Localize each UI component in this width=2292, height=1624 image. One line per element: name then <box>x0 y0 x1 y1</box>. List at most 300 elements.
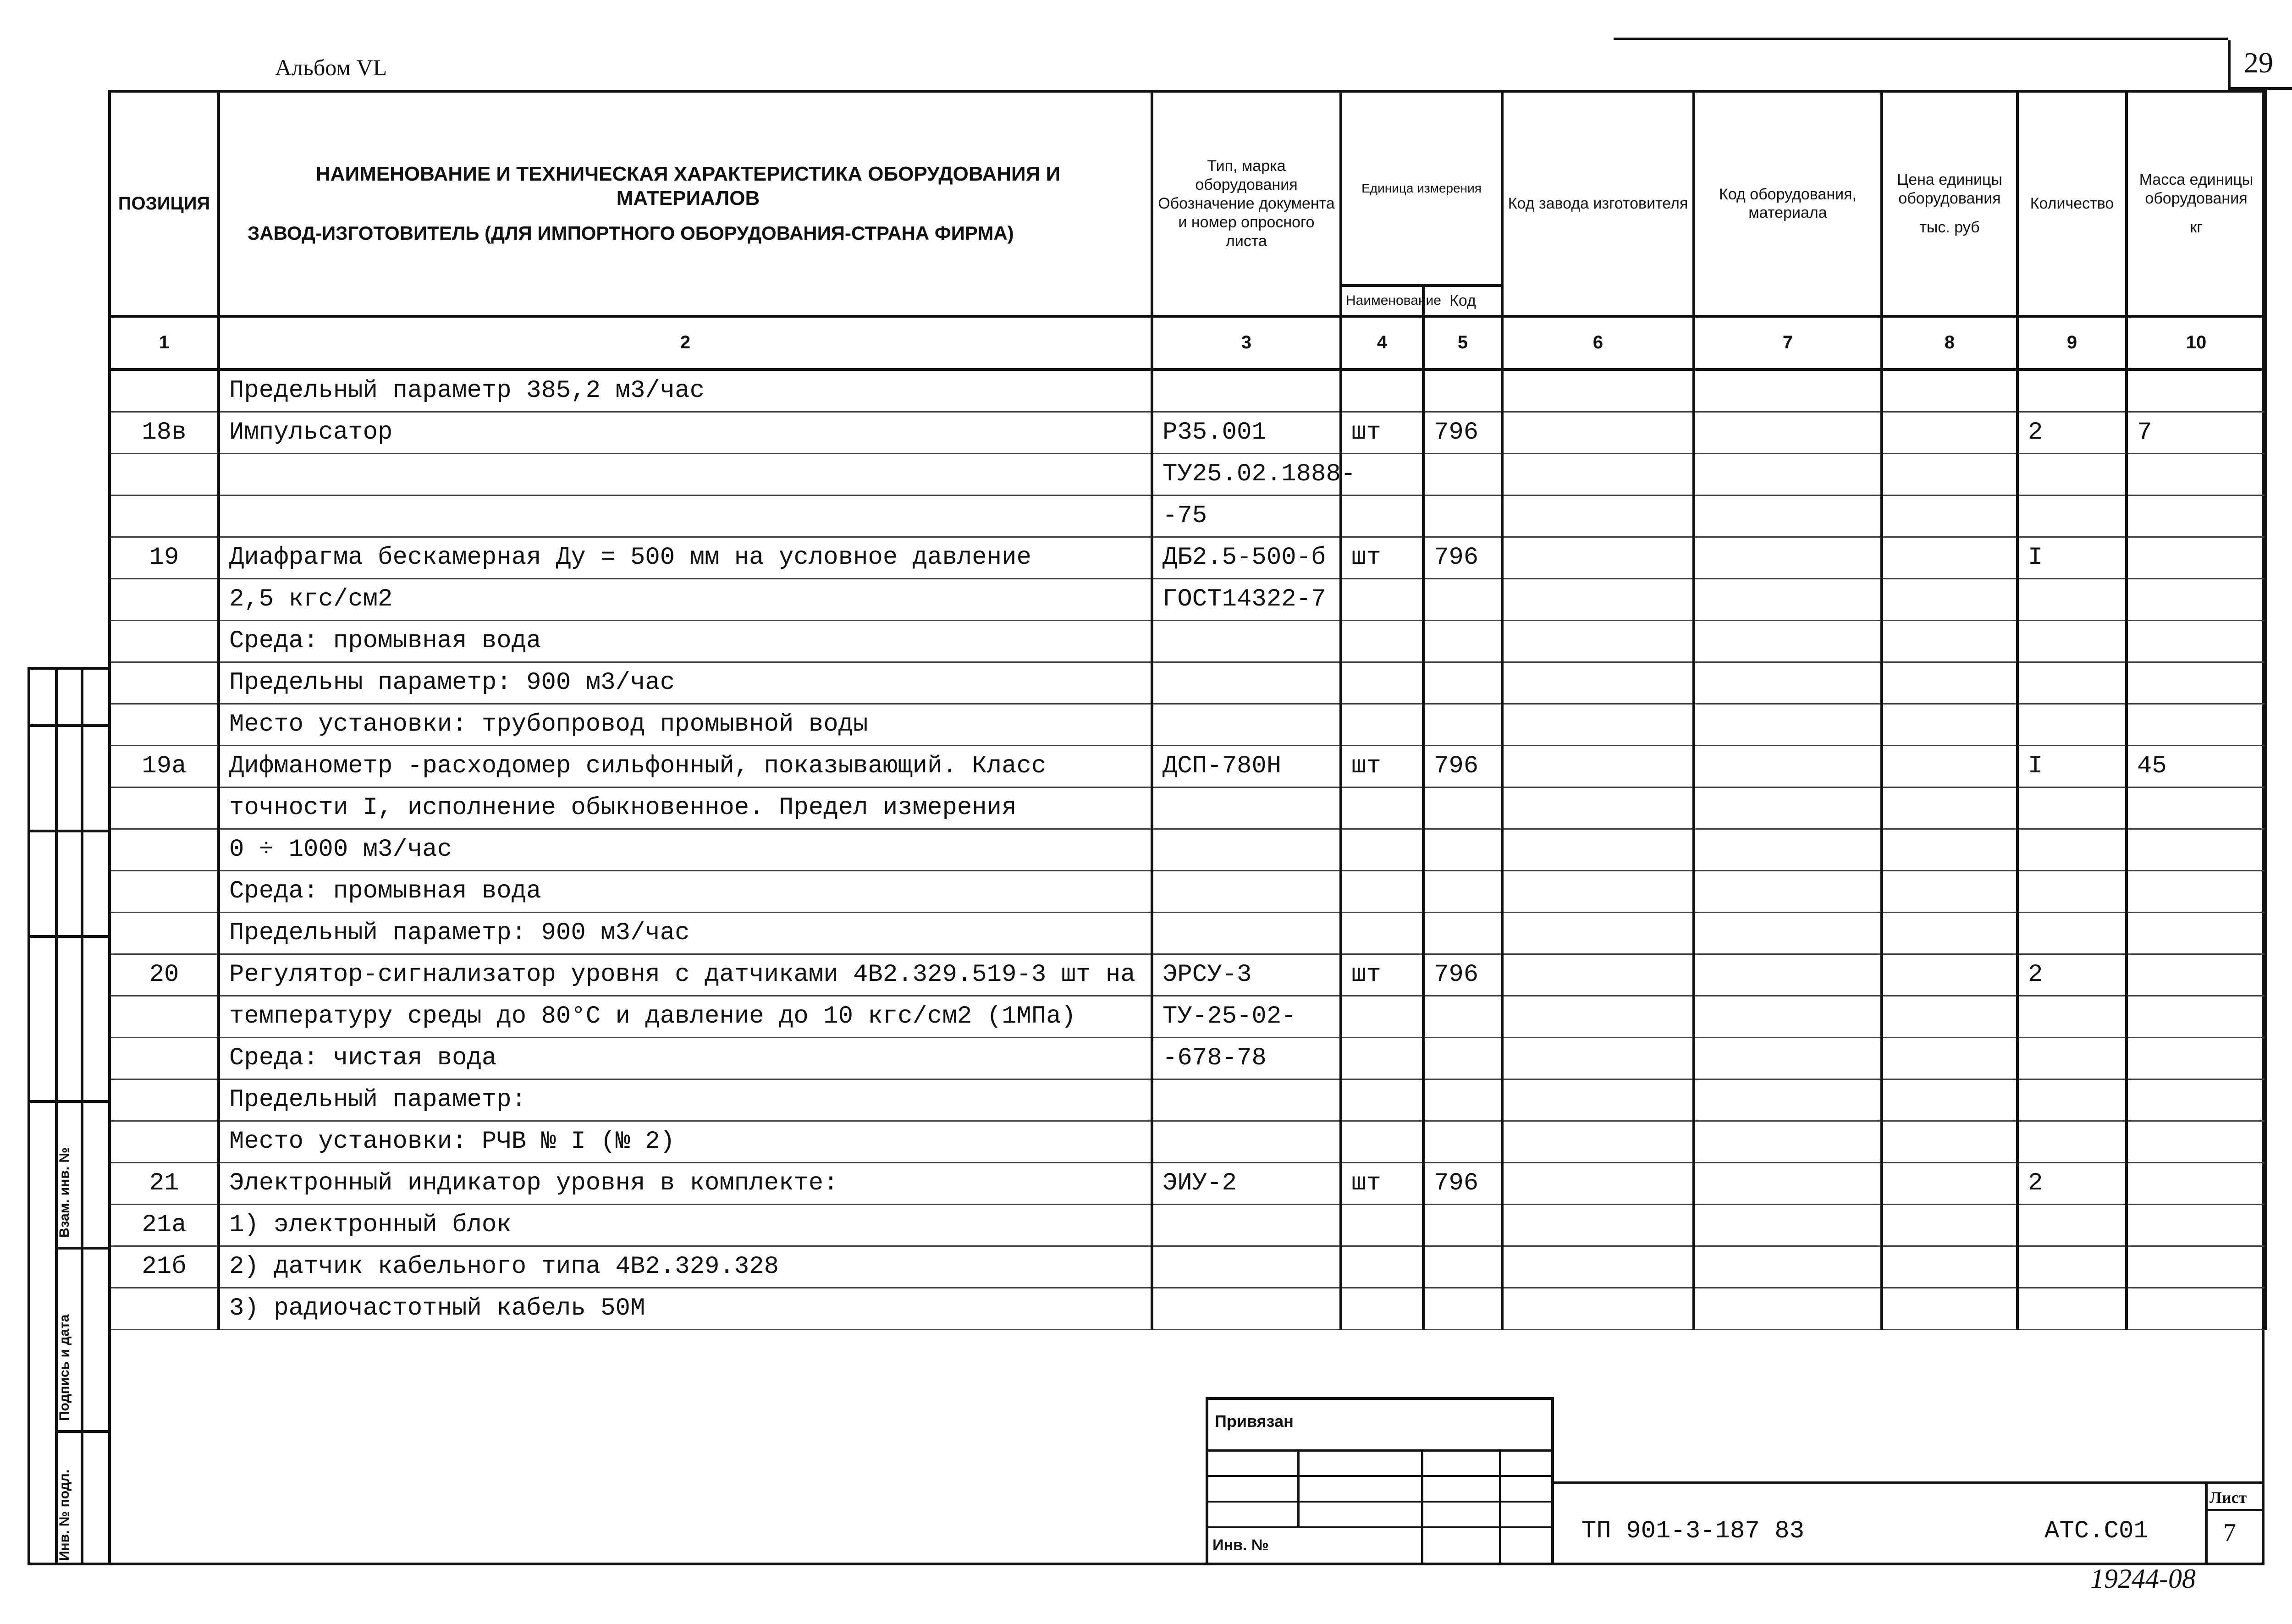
row-name: Место установки: трубопровод промывной воды <box>219 704 1152 745</box>
row-name: температуру среды до 80°С и давление до 10 кгс/см2 (1МПа) <box>219 996 1152 1037</box>
header-quantity: Количество <box>2017 91 2127 316</box>
strip-divider <box>28 1100 108 1103</box>
row-name: точности I, исполнение обыкновенное. Предел измерения <box>219 787 1152 829</box>
strip-divider <box>55 1430 108 1433</box>
title-block-line <box>1206 1449 1554 1452</box>
table-header-row <box>110 91 2266 286</box>
header-mass-unit: кг <box>2190 218 2203 236</box>
row-equipment-code <box>1694 870 1882 912</box>
table-row <box>110 662 2266 704</box>
row-factory-code <box>1502 1121 1694 1162</box>
row-type: -75 <box>1152 495 1341 537</box>
row-type: ТУ25.02.1888- <box>1152 453 1341 495</box>
row-type <box>1152 1246 1341 1288</box>
row-name: Дифманометр -расходомер сильфонный, показывающий. Класс <box>219 745 1152 787</box>
title-block-line <box>1499 1449 1501 1565</box>
row-price <box>1882 578 2017 620</box>
title-block-line <box>1421 1449 1423 1565</box>
row-unit <box>1341 1079 1423 1121</box>
row-price <box>1882 787 2017 829</box>
specification-table <box>108 90 2267 1330</box>
strip-divider <box>28 830 108 832</box>
row-name: Предельный параметр: 900 м3/час <box>219 912 1152 954</box>
row-unit-code <box>1423 787 1502 829</box>
row-position <box>110 996 219 1037</box>
row-quantity <box>2017 1288 2127 1329</box>
footer-number: 19244-08 <box>2090 1563 2196 1594</box>
row-price <box>1882 537 2017 578</box>
row-factory-code <box>1502 996 1694 1037</box>
row-price <box>1882 996 2017 1037</box>
row-mass <box>2127 704 2266 745</box>
row-equipment-code <box>1694 369 1882 412</box>
row-factory-code <box>1502 495 1694 537</box>
row-mass <box>2127 1079 2266 1121</box>
row-factory-code <box>1502 369 1694 412</box>
table-row <box>110 787 2266 829</box>
header-price <box>1882 91 2017 316</box>
table-row <box>110 620 2266 662</box>
row-unit: шт <box>1341 954 1423 996</box>
row-unit-code <box>1423 1037 1502 1079</box>
row-factory-code <box>1502 1037 1694 1079</box>
header-mass-label: Масса единицы оборудования <box>2139 171 2253 207</box>
strip-divider <box>28 935 108 938</box>
row-equipment-code <box>1694 912 1882 954</box>
row-quantity <box>2017 1204 2127 1246</box>
row-price <box>1882 704 2017 745</box>
row-unit <box>1341 704 1423 745</box>
title-block-line <box>1206 1475 1554 1477</box>
row-position <box>110 369 219 412</box>
row-mass <box>2127 787 2266 829</box>
table-row <box>110 704 2266 745</box>
row-price <box>1882 829 2017 870</box>
row-type: Р35.001 <box>1152 412 1341 453</box>
header-unit-name: Наименование <box>1341 286 1423 316</box>
row-unit-code <box>1423 453 1502 495</box>
row-equipment-code <box>1694 453 1882 495</box>
row-mass <box>2127 1288 2266 1329</box>
table-row <box>110 537 2266 578</box>
row-unit-code <box>1423 1246 1502 1288</box>
strip-divider <box>28 724 108 727</box>
row-position: 21 <box>110 1162 219 1204</box>
row-position <box>110 453 219 495</box>
row-type: -678-78 <box>1152 1037 1341 1079</box>
row-unit-code <box>1423 1204 1502 1246</box>
table-row <box>110 912 2266 954</box>
column-number: 1 <box>110 316 219 369</box>
row-position <box>110 662 219 704</box>
row-mass <box>2127 829 2266 870</box>
row-name: 2,5 кгс/см2 <box>219 578 1152 620</box>
row-unit <box>1341 870 1423 912</box>
row-factory-code <box>1502 1162 1694 1204</box>
row-mass <box>2127 662 2266 704</box>
row-type <box>1152 912 1341 954</box>
row-price <box>1882 620 2017 662</box>
column-number: 6 <box>1502 316 1694 369</box>
row-mass <box>2127 369 2266 412</box>
row-position <box>110 1288 219 1329</box>
row-quantity <box>2017 1121 2127 1162</box>
row-unit-code <box>1423 1079 1502 1121</box>
row-quantity <box>2017 453 2127 495</box>
row-quantity <box>2017 495 2127 537</box>
row-factory-code <box>1502 537 1694 578</box>
row-position <box>110 1121 219 1162</box>
table-row <box>110 453 2266 495</box>
row-quantity <box>2017 996 2127 1037</box>
row-unit <box>1341 1288 1423 1329</box>
row-unit <box>1341 1246 1423 1288</box>
row-name: Регулятор-сигнализатор уровня с датчиками 4В2.329.519-3 шт на <box>219 954 1152 996</box>
header-factory-code: Код завода изготовителя <box>1502 91 1694 316</box>
row-unit-code <box>1423 1288 1502 1329</box>
row-type: ДБ2.5-500-б <box>1152 537 1341 578</box>
header-name-line2: ЗАВОД-ИЗГОТОВИТЕЛЬ (ДЛЯ ИМПОРТНОГО ОБОРУДОВАНИЯ-СТРАНА ФИРМА) <box>248 222 1014 244</box>
row-position: 21а <box>110 1204 219 1246</box>
row-quantity <box>2017 1246 2127 1288</box>
row-unit-code: 796 <box>1423 537 1502 578</box>
row-name: Предельный параметр 385,2 м3/час <box>219 369 1152 412</box>
row-type <box>1152 620 1341 662</box>
row-quantity <box>2017 1037 2127 1079</box>
row-name: 0 ÷ 1000 м3/час <box>219 829 1152 870</box>
row-unit <box>1341 1121 1423 1162</box>
row-equipment-code <box>1694 829 1882 870</box>
row-type: ТУ-25-02- <box>1152 996 1341 1037</box>
table-row <box>110 1204 2266 1246</box>
row-equipment-code <box>1694 1162 1882 1204</box>
column-number: 2 <box>219 316 1152 369</box>
sheet-number: 7 <box>2223 1519 2236 1547</box>
row-type <box>1152 787 1341 829</box>
header-type: Тип, марка оборудования Обозначение документа и номер опросного листа <box>1152 91 1341 316</box>
row-name: 3) радиочастотный кабель 50М <box>219 1288 1152 1329</box>
row-factory-code <box>1502 870 1694 912</box>
row-unit: шт <box>1341 745 1423 787</box>
row-position <box>110 1079 219 1121</box>
row-unit-code: 796 <box>1423 745 1502 787</box>
row-position <box>110 787 219 829</box>
row-name: Место установки: РЧВ № I (№ 2) <box>219 1121 1152 1162</box>
header-name <box>219 91 1152 316</box>
row-quantity <box>2017 578 2127 620</box>
row-type <box>1152 1121 1341 1162</box>
row-position: 21б <box>110 1246 219 1288</box>
header-name-line1: НАИМЕНОВАНИЕ И ТЕХНИЧЕСКАЯ ХАРАКТЕРИСТИКА ОБОРУДОВАНИЯ И МАТЕРИАЛОВ <box>315 163 1061 210</box>
sheet-label: Лист <box>2209 1488 2247 1507</box>
row-price <box>1882 412 2017 453</box>
title-block-privyazan: Привязан <box>1215 1412 1294 1431</box>
row-position <box>110 870 219 912</box>
row-quantity: I <box>2017 745 2127 787</box>
row-unit-code: 796 <box>1423 412 1502 453</box>
title-block-line <box>1554 1481 2264 1484</box>
row-mass: 7 <box>2127 412 2266 453</box>
header-unit-group: Единица измерения <box>1341 91 1502 286</box>
row-unit-code <box>1423 912 1502 954</box>
row-unit <box>1341 578 1423 620</box>
column-number: 7 <box>1694 316 1882 369</box>
row-position <box>110 495 219 537</box>
row-equipment-code <box>1694 620 1882 662</box>
row-factory-code <box>1502 1288 1694 1329</box>
table-row <box>110 495 2266 537</box>
row-unit <box>1341 1204 1423 1246</box>
row-factory-code <box>1502 912 1694 954</box>
row-unit <box>1341 829 1423 870</box>
row-position <box>110 578 219 620</box>
row-type <box>1152 1079 1341 1121</box>
row-position <box>110 829 219 870</box>
row-factory-code <box>1502 412 1694 453</box>
row-position <box>110 1037 219 1079</box>
title-block-inv-no: Инв. № <box>1212 1536 1269 1554</box>
row-equipment-code <box>1694 578 1882 620</box>
row-unit-code <box>1423 870 1502 912</box>
row-equipment-code <box>1694 412 1882 453</box>
row-name <box>219 495 1152 537</box>
row-mass <box>2127 453 2266 495</box>
row-price <box>1882 870 2017 912</box>
row-unit <box>1341 1037 1423 1079</box>
title-block-line <box>1297 1449 1300 1528</box>
row-quantity <box>2017 1079 2127 1121</box>
row-quantity <box>2017 912 2127 954</box>
page-number: 29 <box>2244 46 2273 79</box>
header-mass <box>2127 91 2266 316</box>
row-factory-code <box>1502 1204 1694 1246</box>
row-price <box>1882 1121 2017 1162</box>
column-number: 5 <box>1423 316 1502 369</box>
header-price-unit: тыс. руб <box>1919 218 1980 236</box>
row-mass <box>2127 537 2266 578</box>
row-name: Предельный параметр: <box>219 1079 1152 1121</box>
table-row <box>110 1037 2266 1079</box>
row-type: ЭРСУ-3 <box>1152 954 1341 996</box>
row-mass: 45 <box>2127 745 2266 787</box>
row-quantity <box>2017 829 2127 870</box>
row-price <box>1882 1037 2017 1079</box>
row-price <box>1882 1162 2017 1204</box>
row-mass <box>2127 954 2266 996</box>
row-equipment-code <box>1694 537 1882 578</box>
row-quantity: I <box>2017 537 2127 578</box>
row-position <box>110 704 219 745</box>
row-price <box>1882 1246 2017 1288</box>
row-unit <box>1341 996 1423 1037</box>
table-row <box>110 745 2266 787</box>
row-unit-code <box>1423 829 1502 870</box>
column-number: 10 <box>2127 316 2266 369</box>
row-quantity: 2 <box>2017 954 2127 996</box>
column-number: 9 <box>2017 316 2127 369</box>
row-type: ГОСТ14322-7 <box>1152 578 1341 620</box>
row-equipment-code <box>1694 1288 1882 1329</box>
row-unit-code <box>1423 495 1502 537</box>
row-mass <box>2127 1037 2266 1079</box>
row-mass <box>2127 620 2266 662</box>
row-unit <box>1341 912 1423 954</box>
row-mass <box>2127 1246 2266 1288</box>
row-unit <box>1341 620 1423 662</box>
row-name <box>219 453 1152 495</box>
row-position: 18в <box>110 412 219 453</box>
top-rule <box>1614 38 2228 40</box>
title-block-line <box>1206 1526 1554 1528</box>
row-price <box>1882 954 2017 996</box>
row-position: 19 <box>110 537 219 578</box>
table-row <box>110 1079 2266 1121</box>
table-row <box>110 996 2266 1037</box>
row-price <box>1882 1288 2017 1329</box>
row-equipment-code <box>1694 1037 1882 1079</box>
row-type: ДСП-780Н <box>1152 745 1341 787</box>
row-mass <box>2127 1204 2266 1246</box>
column-number-row <box>110 316 2266 369</box>
row-name: Электронный индикатор уровня в комплекте: <box>219 1162 1152 1204</box>
row-factory-code <box>1502 620 1694 662</box>
album-label: Альбом VL <box>275 55 387 80</box>
table-row <box>110 1121 2266 1162</box>
row-equipment-code <box>1694 787 1882 829</box>
row-type <box>1152 662 1341 704</box>
table-row <box>110 412 2266 453</box>
row-unit-code <box>1423 1121 1502 1162</box>
row-type <box>1152 1288 1341 1329</box>
row-type <box>1152 829 1341 870</box>
row-name: Диафрагма бескамерная Ду = 500 мм на условное давление <box>219 537 1152 578</box>
row-factory-code <box>1502 704 1694 745</box>
row-equipment-code <box>1694 704 1882 745</box>
row-position: 20 <box>110 954 219 996</box>
column-number: 4 <box>1341 316 1423 369</box>
row-mass <box>2127 1162 2266 1204</box>
row-unit <box>1341 662 1423 704</box>
row-quantity <box>2017 787 2127 829</box>
row-name: Импульсатор <box>219 412 1152 453</box>
row-quantity <box>2017 662 2127 704</box>
stamp-vzam-inv: Взам. инв. № <box>57 1147 72 1238</box>
row-factory-code <box>1502 745 1694 787</box>
header-price-label: Цена единицы оборудования <box>1897 171 2002 207</box>
row-price <box>1882 1204 2017 1246</box>
row-equipment-code <box>1694 745 1882 787</box>
title-block-line <box>2205 1509 2264 1511</box>
row-price <box>1882 745 2017 787</box>
row-equipment-code <box>1694 662 1882 704</box>
row-unit-code <box>1423 662 1502 704</box>
row-price <box>1882 453 2017 495</box>
row-price <box>1882 495 2017 537</box>
row-mass <box>2127 870 2266 912</box>
row-type <box>1152 870 1341 912</box>
row-type: ЭИУ-2 <box>1152 1162 1341 1204</box>
row-equipment-code <box>1694 1121 1882 1162</box>
row-unit-code <box>1423 369 1502 412</box>
column-number: 3 <box>1152 316 1341 369</box>
row-factory-code <box>1502 578 1694 620</box>
row-price <box>1882 912 2017 954</box>
row-name: Предельны параметр: 900 м3/час <box>219 662 1152 704</box>
table-row <box>110 578 2266 620</box>
row-unit: шт <box>1341 412 1423 453</box>
row-price <box>1882 1079 2017 1121</box>
row-price <box>1882 662 2017 704</box>
row-unit: шт <box>1341 1162 1423 1204</box>
row-factory-code <box>1502 1246 1694 1288</box>
row-position <box>110 912 219 954</box>
header-equipment-code: Код оборудования, материала <box>1694 91 1882 316</box>
header-unit-code: Код <box>1423 286 1502 316</box>
row-name: Среда: чистая вода <box>219 1037 1152 1079</box>
row-unit-code: 796 <box>1423 1162 1502 1204</box>
table-row <box>110 954 2266 996</box>
row-factory-code <box>1502 787 1694 829</box>
row-factory-code <box>1502 954 1694 996</box>
table-row <box>110 1246 2266 1288</box>
row-name: Среда: промывная вода <box>219 620 1152 662</box>
table-row <box>110 1162 2266 1204</box>
stamp-podpis-data: Подпись и дата <box>57 1314 72 1421</box>
header-position: ПОЗИЦИЯ <box>110 91 219 316</box>
row-unit-code <box>1423 704 1502 745</box>
row-quantity <box>2017 369 2127 412</box>
row-factory-code <box>1502 453 1694 495</box>
row-factory-code <box>1502 1079 1694 1121</box>
row-mass <box>2127 495 2266 537</box>
row-mass <box>2127 1121 2266 1162</box>
row-factory-code <box>1502 829 1694 870</box>
project-code: ТП 901-3-187 83 <box>1581 1517 1805 1545</box>
row-equipment-code <box>1694 1204 1882 1246</box>
row-mass <box>2127 996 2266 1037</box>
row-unit-code: 796 <box>1423 954 1502 996</box>
row-quantity: 2 <box>2017 412 2127 453</box>
row-quantity <box>2017 620 2127 662</box>
title-block-line <box>1206 1501 1554 1503</box>
row-unit: шт <box>1341 537 1423 578</box>
row-mass <box>2127 578 2266 620</box>
row-mass <box>2127 912 2266 954</box>
row-equipment-code <box>1694 1079 1882 1121</box>
row-quantity <box>2017 870 2127 912</box>
table-row <box>110 829 2266 870</box>
row-equipment-code <box>1694 996 1882 1037</box>
strip-divider <box>55 1247 108 1250</box>
row-quantity <box>2017 704 2127 745</box>
column-number: 8 <box>1882 316 2017 369</box>
table-row <box>110 1288 2266 1329</box>
row-equipment-code <box>1694 495 1882 537</box>
row-unit-code <box>1423 620 1502 662</box>
row-quantity: 2 <box>2017 1162 2127 1204</box>
row-type <box>1152 369 1341 412</box>
row-name: 2) датчик кабельного типа 4В2.329.328 <box>219 1246 1152 1288</box>
row-equipment-code <box>1694 954 1882 996</box>
row-position <box>110 620 219 662</box>
row-type <box>1152 704 1341 745</box>
row-unit <box>1341 495 1423 537</box>
row-unit <box>1341 369 1423 412</box>
row-equipment-code <box>1694 1246 1882 1288</box>
table-row <box>110 870 2266 912</box>
row-price <box>1882 369 2017 412</box>
row-name: 1) электронный блок <box>219 1204 1152 1246</box>
